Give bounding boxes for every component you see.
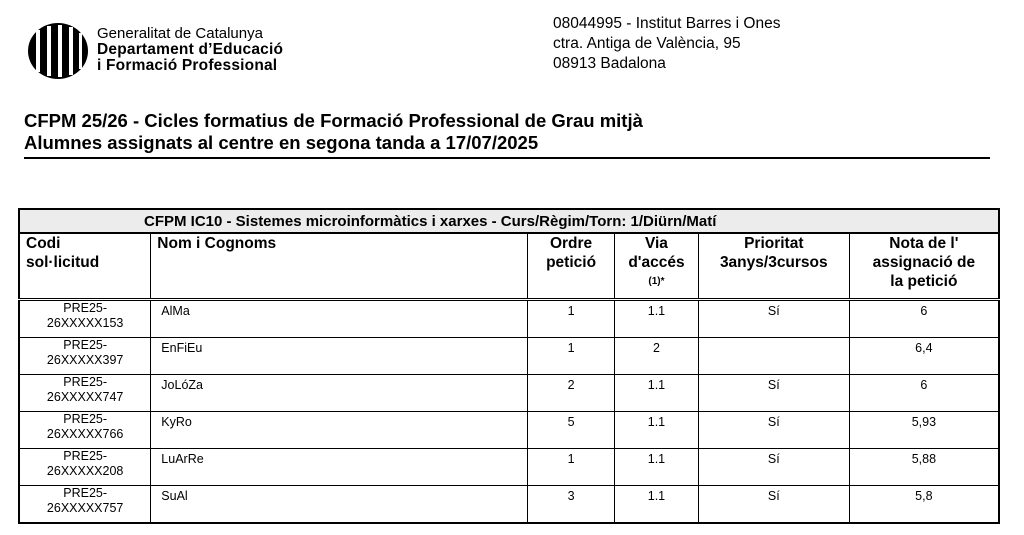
cell-nota: 5,88 [849, 449, 999, 486]
table-row [19, 300, 999, 338]
cell-nota: 5,8 [849, 486, 999, 524]
table-row [19, 375, 999, 412]
header-ordre-line1: Ordre [549, 235, 593, 252]
cell-prioritat: Sí [698, 300, 849, 338]
cell-codi: PRE25- 26XXXXX397 [19, 338, 151, 375]
address-line-2: ctra. Antiga de València, 95 [553, 35, 741, 52]
header-nota [849, 233, 999, 300]
cell-codi: PRE25- 26XXXXX747 [19, 375, 151, 412]
cell-nota: 6,4 [849, 338, 999, 375]
cell-prioritat: Sí [698, 486, 849, 524]
cell-nom: SuAl [151, 486, 528, 524]
cell-codi: PRE25- 26XXXXX153 [19, 300, 151, 338]
address-line-1: 08044995 - Institut Barres i Ones [553, 15, 781, 32]
header-prioritat-line2: 3anys/3cursos [719, 254, 828, 271]
cell-via: 1.1 [615, 449, 699, 486]
org-line-2: Departament d’Educació [97, 41, 284, 58]
cell-via: 1.1 [615, 300, 699, 338]
cell-via: 2 [615, 338, 699, 375]
header-via [615, 233, 699, 300]
cell-via: 1.1 [615, 412, 699, 449]
column-header-row [19, 233, 999, 300]
cell-ordre: 3 [528, 486, 615, 524]
header-ordre [528, 233, 615, 300]
generalitat-logo [27, 22, 89, 80]
cell-ordre: 1 [528, 338, 615, 375]
group-header-row [19, 209, 999, 233]
cell-prioritat: Sí [698, 412, 849, 449]
header-codi-line2: sol·licitud [26, 254, 100, 271]
title-line-2: Alumnes assignats al centre en segona tanda a 17/07/2025 [24, 132, 539, 153]
title-line-1: CFPM 25/26 - Cicles formatius de Formació Professional de Grau mitjà [24, 110, 643, 131]
document-title [24, 110, 990, 154]
course-group-title: CFPM IC10 - Sistemes microinformàtics i xarxes - Curs/Règim/Torn: 1/Diürn/Matí [19, 209, 999, 233]
cell-ordre: 5 [528, 412, 615, 449]
cell-prioritat: Sí [698, 375, 849, 412]
cell-nota: 6 [849, 300, 999, 338]
org-line-1: Generalitat de Catalunya [97, 25, 263, 42]
table-row [19, 449, 999, 486]
header-via-line1: Via [644, 235, 668, 252]
header-via-footnote: (1)* [648, 276, 665, 287]
header-nom [151, 233, 528, 300]
header-prioritat [698, 233, 849, 300]
header-prioritat-line1: Prioritat [744, 235, 804, 252]
address-line-3: 08913 Badalona [553, 55, 666, 72]
cell-nota: 5,93 [849, 412, 999, 449]
cell-prioritat [698, 338, 849, 375]
cell-nom: KyRo [151, 412, 528, 449]
cell-codi: PRE25- 26XXXXX757 [19, 486, 151, 524]
table-row [19, 486, 999, 524]
cell-nom: JoLóZa [151, 375, 528, 412]
cell-nota: 6 [849, 375, 999, 412]
cell-nom: AlMa [151, 300, 528, 338]
header-nota-line1: Nota de l' [889, 235, 959, 252]
header-via-line2: d'accés [628, 254, 685, 271]
cell-codi: PRE25- 26XXXXX208 [19, 449, 151, 486]
cell-nom: EnFiEu [151, 338, 528, 375]
header-codi-line1: Codi [26, 235, 61, 252]
school-address [553, 14, 780, 74]
cell-ordre: 1 [528, 300, 615, 338]
organization-name [97, 26, 283, 74]
org-line-3: i Formació Professional [97, 57, 278, 74]
table-row [19, 412, 999, 449]
cell-prioritat: Sí [698, 449, 849, 486]
title-underline [24, 157, 990, 159]
header-nota-line3: la petició [890, 273, 958, 290]
header-ordre-line2: petició [546, 254, 597, 271]
cell-ordre: 1 [528, 449, 615, 486]
cell-via: 1.1 [615, 486, 699, 524]
cell-codi: PRE25- 26XXXXX766 [19, 412, 151, 449]
table-row [19, 338, 999, 375]
cell-ordre: 2 [528, 375, 615, 412]
cell-via: 1.1 [615, 375, 699, 412]
header-nota-line2: assignació de [872, 254, 976, 271]
cell-nom: LuArRe [151, 449, 528, 486]
header-nom-text: Nom i Cognoms [157, 235, 277, 252]
assignment-table [18, 208, 1000, 524]
header-codi [19, 233, 151, 300]
